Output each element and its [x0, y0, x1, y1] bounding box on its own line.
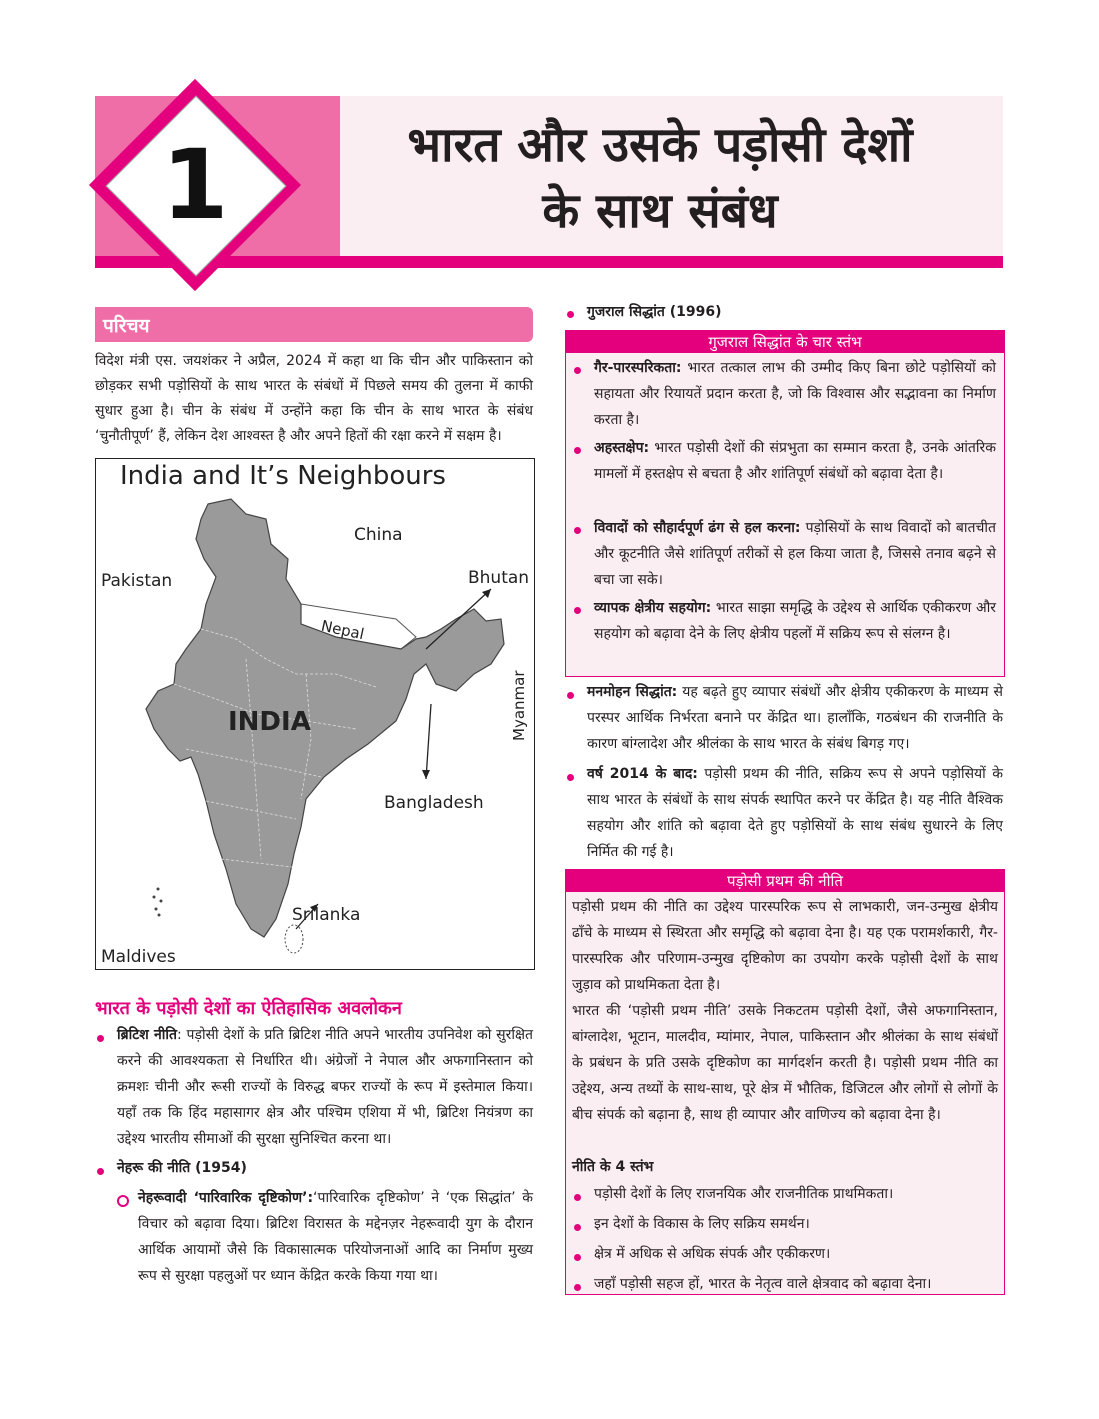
- manmohan-doctrine-text: यह बढ़ते हुए व्यापार संबंधों और क्षेत्रीय एकीकरण के माध्यम से परस्पर आर्थिक निर्भरता बनाने पर केंद्रित था। हालाँकि, गठबंधन की राजनीति के कारण बांग्लादेश और श्रीलंका के साथ भारत के संबंध बिगड़ गए।: [587, 684, 1003, 752]
- intro-heading-bar: [95, 307, 533, 342]
- india-neighbours-map: [95, 458, 535, 970]
- gujral-pillar-4: [594, 595, 996, 647]
- bullet-dot: [574, 1254, 581, 1261]
- gujral-pillar-2-text: भारत पड़ोसी देशों की संप्रभुता का सम्मान करता है, उनके आंतरिक मामलों में हस्तक्षेप से बचता है और शांतिपूर्ण संबंधों को बढ़ावा देता है।: [594, 440, 996, 482]
- after-2014-text: पड़ोसी प्रथम की नीति, सक्रिय रूप से अपने पड़ोसियों के साथ भारत के संबंधों के साथ संपर्क स्थापित करने पर केंद्रित है। यह नीति वैश्विक सहयोग और शांति को बढ़ावा देते हुए पड़ोसियों के साथ संबंध सुधारने के लिए निर्मित की गई है।: [587, 766, 1003, 860]
- intro-heading: परिचय: [103, 315, 150, 337]
- chapter-title-line-1: भारत और उसके पड़ोसी देशों: [407, 117, 913, 173]
- intro-paragraph: विदेश मंत्री एस. जयशंकर ने अप्रैल, 2024 में कहा था कि चीन और पाकिस्तान को छोड़कर सभी पड़ोसियों के साथ भारत के संबंधों में पिछले समय की तुलना में काफी सुधार हुआ है। चीन के संबंध में उन्होंने कहा कि चीन के साथ भारत के संबंध ‘चुनौतीपूर्ण’ हैं, लेकिन देश आश्वस्त है और अपने हितों की रक्षा करने में सक्षम है।: [95, 353, 533, 444]
- british-policy-text: : पड़ोसी देशों के प्रति ब्रिटिश नीति अपने भारतीय उपनिवेश को सुरक्षित करने की आवश्यकता से निर्धारित थी। अंग्रेजों ने नेपाल और अफगानिस्तान को क्रमशः चीनी और रूसी राज्यों के विरुद्ध बफर राज्यों के रूप में इस्तेमाल किया। यहाँ तक कि हिंद महासागर क्षेत्र और पश्चिम एशिया में भी, ब्रिटिश नियंत्रण का उद्देश्य भारतीय सीमाओं की सुरक्षा सुनिश्चित करना था।: [117, 1027, 533, 1147]
- gujral-doctrine-bullet: गुजराल सिद्धांत (1996): [587, 304, 722, 320]
- gujral-pillar-4-text: भारत साझा समृद्धि के उद्देश्य से आर्थिक एकीकरण और सहयोग को बढ़ावा देने के लिए क्षेत्रीय पहलों में सक्रिय रूप से संलग्न है।: [594, 600, 997, 642]
- chapter-title: [330, 112, 990, 244]
- bullet-dot: [567, 692, 574, 699]
- map-label-bangladesh: Bangladesh: [384, 793, 484, 813]
- gujral-pillar-3: [594, 515, 996, 593]
- bullet-dot: [97, 1035, 104, 1042]
- bullet-dot: [574, 1224, 581, 1231]
- bullet-dot: [574, 1284, 581, 1291]
- sub-bullet-ring: [117, 1195, 129, 1207]
- map-label-maldives: Maldives: [101, 947, 176, 967]
- chapter-title-line-2: के साथ संबंध: [542, 183, 778, 239]
- bullet-dot: [574, 447, 581, 454]
- nehru-family-approach-item: [138, 1185, 533, 1289]
- nfp-pillar-1: पड़ोसी देशों के लिए राजनयिक और राजनीतिक प्राथमिकता।: [594, 1186, 894, 1202]
- gujral-pillars-title: गुजराल सिद्धांत के चार स्तंभ: [566, 331, 1004, 353]
- nehru-policy-item: [117, 1155, 533, 1181]
- after-2014-label: वर्ष 2014 के बाद:: [587, 766, 698, 782]
- gujral-pillar-4-label: व्यापक क्षेत्रीय सहयोग:: [594, 600, 712, 616]
- bullet-dot: [567, 311, 574, 318]
- bullet-dot: [574, 527, 581, 534]
- bullet-dot: [574, 607, 581, 614]
- gujral-pillar-1: [594, 355, 996, 433]
- map-title: India and It’s Neighbours: [120, 461, 446, 491]
- bullet-dot: [574, 1194, 581, 1201]
- british-policy-label: ब्रिटिश नीति: [117, 1027, 178, 1043]
- gujral-pillar-1-label: गैर-पारस्परिकता:: [594, 360, 682, 376]
- gujral-pillar-2-label: अहस्तक्षेप:: [594, 440, 650, 456]
- nfp-pillar-3: क्षेत्र में अधिक से अधिक संपर्क और एकीकरण।: [594, 1246, 831, 1262]
- map-label-myanmar: Myanmar: [510, 670, 528, 741]
- bullet-dot: [574, 367, 581, 374]
- british-policy-item: [117, 1022, 533, 1152]
- chapter-number: 1: [161, 129, 229, 241]
- srilanka-region: [285, 925, 303, 953]
- map-drawing: [96, 459, 534, 969]
- gujral-pillar-3-label: विवादों को सौहार्दपूर्ण ढंग से हल करना:: [594, 520, 801, 536]
- gujral-pillar-3-text: पड़ोसियों के साथ विवादों को बातचीत और कूटनीति जैसे शांतिपूर्ण तरीकों से हल किया जाता है, जिससे तनाव बढ़ने से बचा जा सके।: [594, 520, 996, 588]
- bullet-dot: [567, 774, 574, 781]
- history-heading: भारत के पड़ोसी देशों का ऐतिहासिक अवलोकन: [95, 998, 402, 1019]
- map-label-pakistan: Pakistan: [101, 571, 173, 591]
- gujral-pillars-box: [565, 330, 1005, 677]
- india-region: [146, 499, 504, 937]
- nehru-family-approach-label: नेहरूवादी ‘पारिवारिक दृष्टिकोण’:: [138, 1190, 314, 1206]
- after-2014-item: [587, 761, 1003, 865]
- neighbourhood-first-box: [565, 869, 1005, 1295]
- map-label-srilanka: Srilanka: [292, 905, 361, 925]
- gujral-pillar-1-text: भारत तत्काल लाभ की उम्मीद किए बिना छोटे पड़ोसियों को सहायता और रियायतें प्रदान करता है, जो कि विश्वास और सद्भावना का निर्माण करता है।: [594, 360, 996, 428]
- chapter-header-rule: [95, 256, 1003, 268]
- map-label-india: INDIA: [228, 707, 311, 737]
- nfp-pillar-2: इन देशों के विकास के लिए सक्रिय समर्थन।: [594, 1216, 810, 1232]
- nehru-policy-label: नेहरू की नीति (1954): [117, 1160, 247, 1176]
- bullet-dot: [97, 1168, 104, 1175]
- neighbourhood-first-title: पड़ोसी प्रथम की नीति: [566, 870, 1004, 892]
- neighbourhood-first-para-1: पड़ोसी प्रथम की नीति का उद्देश्य पारस्परिक रूप से लाभकारी, जन-उन्मुख क्षेत्रीय ढाँचे के माध्यम से स्थिरता और समृद्धि को बढ़ावा देना है। यह एक परामर्शकारी, गैर-पारस्परिक और परिणाम-उन्मुख दृष्टिकोण का उपयोग करके पड़ोसी देशों के साथ जुड़ाव को प्राथमिकता देता है।: [572, 899, 998, 993]
- nfp-pillar-4: जहाँ पड़ोसी सहज हों, भारत के नेतृत्व वाले क्षेत्रवाद को बढ़ावा देना।: [594, 1276, 932, 1292]
- manmohan-doctrine-label: मनमोहन सिद्धांत:: [587, 684, 678, 700]
- neighbourhood-first-para-2: भारत की ‘पड़ोसी प्रथम नीति’ उसके निकटतम पड़ोसी देशों, जैसे अफगानिस्तान, बांग्लादेश, भूटान, मालदीव, म्यांमार, नेपाल, पाकिस्तान और श्रीलंका के साथ संबंधों के प्रबंधन के प्रति उसके दृष्टिकोण का मार्गदर्शन करती है। पड़ोसी प्रथम नीति का उद्देश्य, अन्य तथ्यों के साथ-साथ, पूरे क्षेत्र में भौतिक, डिजिटल और लोगों से लोगों के बीच संपर्क को बढ़ाना है, साथ ही व्यापार और वाणिज्य को बढ़ावा देना है।: [572, 1003, 998, 1123]
- maldives-islands: [153, 888, 163, 917]
- map-label-china: China: [354, 525, 403, 545]
- gujral-pillar-2: [594, 435, 996, 487]
- manmohan-doctrine-item: [587, 679, 1003, 757]
- map-label-bhutan: Bhutan: [468, 568, 530, 588]
- nehru-family-approach-text: ‘पारिवारिक दृष्टिकोण’ ने ‘एक सिद्धांत’ के विचार को बढ़ावा दिया। ब्रिटिश विरासत के मद्देनज़र नेहरूवादी युग के दौरान आर्थिक आयामों जैसे कि विकासात्मक परियोजनाओं आदि का निर्माण मुख्य रूप से सुरक्षा पहलुओं पर ध्यान केंद्रित करके किया गया था।: [138, 1190, 533, 1284]
- pillars-heading: नीति के 4 स्तंभ: [572, 1159, 654, 1175]
- map-label-nepal: Nepal: [319, 616, 366, 644]
